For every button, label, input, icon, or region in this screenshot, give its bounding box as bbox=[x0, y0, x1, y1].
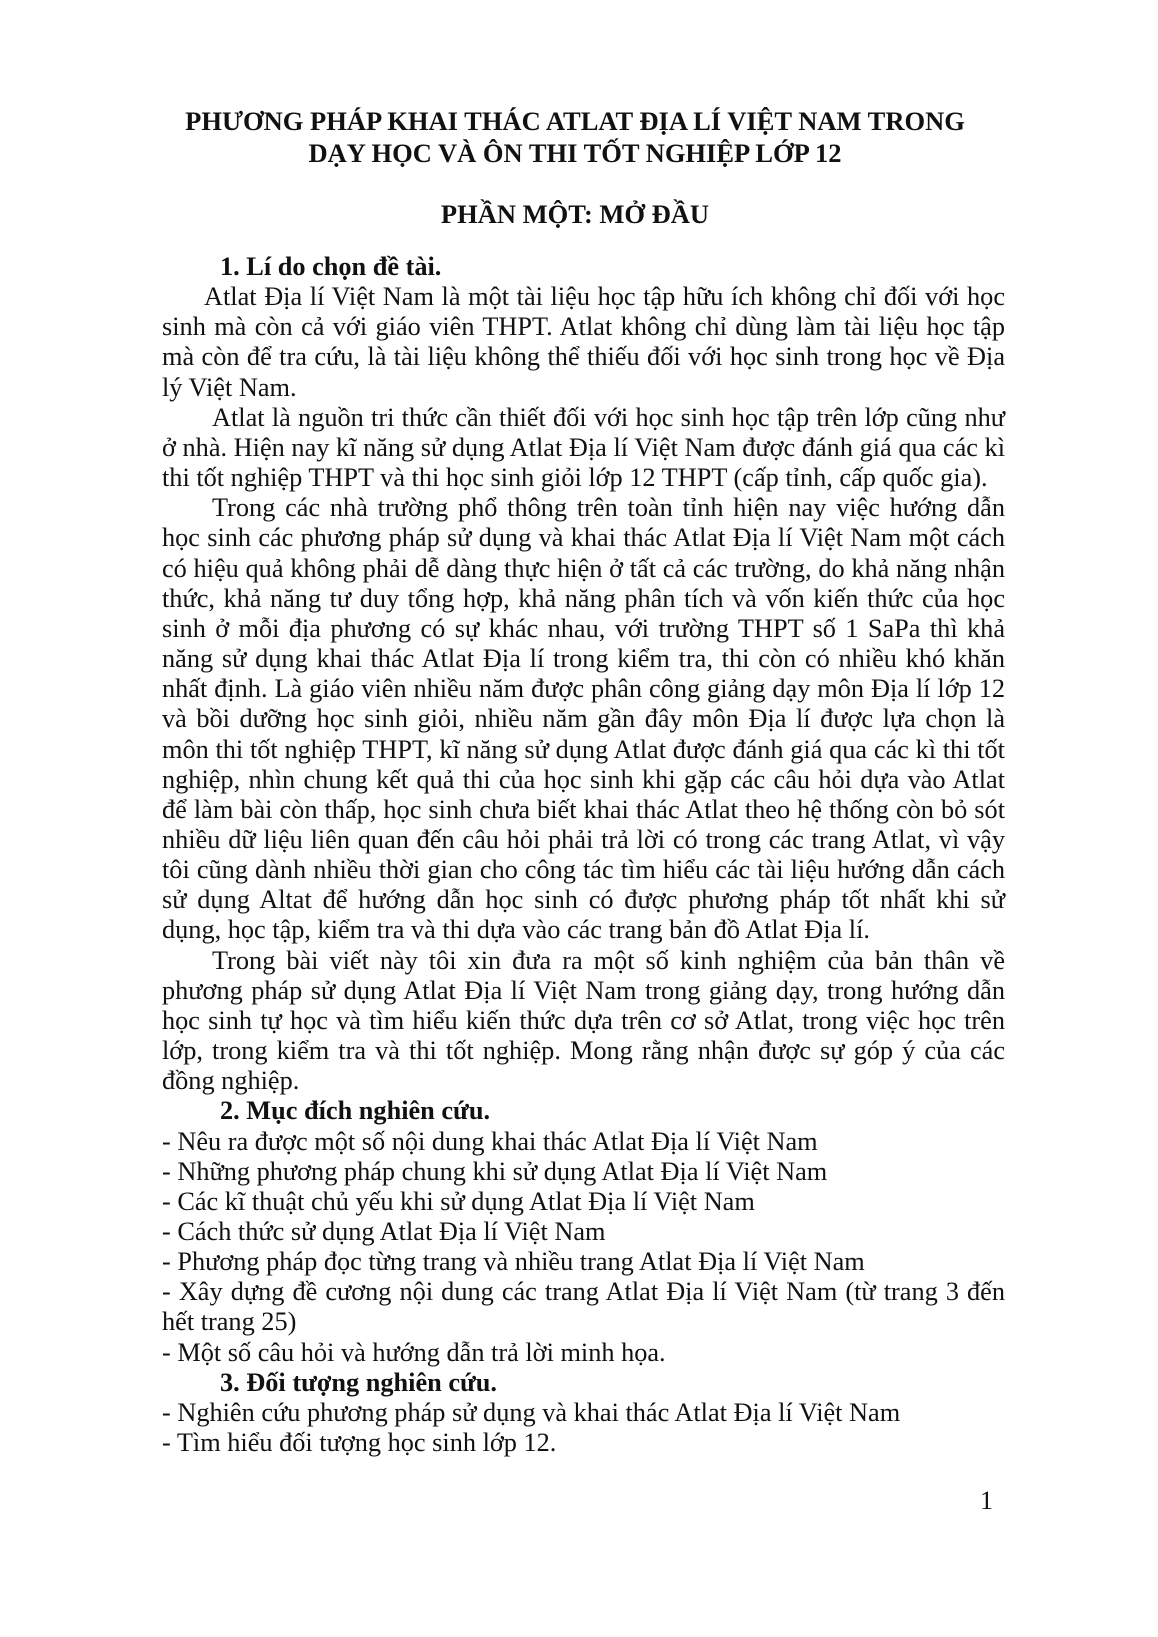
section-1-paragraph: Trong các nhà trường phổ thông trên toàn tỉnh hiện nay việc hướng dẫn học sinh các phương pháp sử dụng và khai thác Atlat Địa lí Việt Nam một cách có hiệu quả không phải dễ dàng thực hiện ở tất cả các trường, do khả năng nhận thức, khả năng tư duy tổng hợp, khả năng phân tích và vốn kiến thức của học sinh ở mỗi địa phương có sự khác nhau, với trường THPT số 1 SaPa thì khả năng sử dụng khai thác Atlat Địa lí trong kiểm tra, thi còn có nhiều khó khăn nhất định. Là giáo viên nhiều năm được phân công giảng dạy môn Địa lí lớp 12 và bồi dưỡng học sinh giỏi, nhiều năm gần đây môn Địa lí được lựa chọn là môn thi tốt nghiệp THPT, kĩ năng sử dụng Atlat được đánh giá qua các kì thi tốt nghiệp, nhìn chung kết quả thi của học sinh khi gặp các câu hỏi dựa vào Atlat để làm bài còn thấp, học sinh chưa biết khai thác Atlat theo hệ thống còn bỏ sót nhiều dữ liệu liên quan đến câu hỏi phải trả lời có trong các trang Atlat, vì vậy tôi cũng dành nhiều thời gian cho công tác tìm hiểu các tài liệu hướng dẫn cách sử dụng Altat để hướng dẫn học sinh có được phương pháp tốt nhất khi sử dụng, học tập, kiểm tra và thi dựa vào các trang bản đồ Atlat Địa lí. bbox=[162, 493, 1005, 945]
section-1-paragraph: Atlat Địa lí Việt Nam là một tài liệu học tập hữu ích không chỉ đối với học sinh mà còn cả với giáo viên THPT. Atlat không chỉ dùng làm tài liệu học tập mà còn để tra cứu, là tài liệu không thể thiếu đối với học sinh trong học về Địa lý Việt Nam. bbox=[162, 282, 1005, 402]
section-1-paragraph: Atlat là nguồn tri thức cần thiết đối với học sinh học tập trên lớp cũng như ở nhà. Hiện nay kĩ năng sử dụng Atlat Địa lí Việt Nam được đánh giá qua các kì thi tốt nghiệp THPT và thi học sinh giỏi lớp 12 THPT (cấp tỉnh, cấp quốc gia). bbox=[162, 402, 1005, 493]
section-2-list-item: - Phương pháp đọc từng trang và nhiều trang Atlat Địa lí Việt Nam bbox=[162, 1247, 865, 1277]
document-body bbox=[162, 252, 1005, 1458]
section-2-heading: 2. Mục đích nghiên cứu. bbox=[220, 1096, 491, 1126]
section-3-heading: 3. Đối tượng nghiên cứu. bbox=[220, 1367, 497, 1397]
document-title bbox=[150, 105, 1000, 169]
section-2-list-item: - Nêu ra được một số nội dung khai thác Atlat Địa lí Việt Nam bbox=[162, 1126, 818, 1156]
section-2-list-item: - Xây dựng đề cương nội dung các trang Atlat Địa lí Việt Nam (từ trang 3 đến hết trang 25) bbox=[162, 1277, 1005, 1337]
section-1-paragraph: Trong bài viết này tôi xin đưa ra một số kinh nghiệm của bản thân về phương pháp sử dụng Atlat Địa lí Việt Nam trong giảng dạy, trong hướng dẫn học sinh tự học và tìm hiểu kiến thức dựa trên cơ sở Atlat, trong việc học trên lớp, trong kiểm tra và thi tốt nghiệp. Mong rằng nhận được sự góp ý của các đồng nghiệp. bbox=[162, 945, 1005, 1096]
section-2-list-item: - Các kĩ thuật chủ yếu khi sử dụng Atlat Địa lí Việt Nam bbox=[162, 1186, 755, 1216]
section-2-list-item: - Cách thức sử dụng Atlat Địa lí Việt Nam bbox=[162, 1217, 606, 1246]
part-heading: PHẦN MỘT: MỞ ĐẦU bbox=[440, 199, 710, 229]
section-1-heading: 1. Lí do chọn đề tài. bbox=[220, 252, 442, 281]
section-3-list-item: - Tìm hiểu đối tượng học sinh lớp 12. bbox=[162, 1428, 557, 1458]
section-2-list-item: - Một số câu hỏi và hướng dẫn trả lời minh họa. bbox=[162, 1337, 666, 1367]
title-line-1: PHƯƠNG PHÁP KHAI THÁC ATLAT ĐỊA LÍ VIỆT NAM TRONG bbox=[185, 106, 965, 136]
section-2-list-item: - Những phương pháp chung khi sử dụng Atlat Địa lí Việt Nam bbox=[162, 1156, 828, 1186]
section-3-list-item: - Nghiên cứu phương pháp sử dụng và khai thác Atlat Địa lí Việt Nam bbox=[162, 1397, 901, 1427]
page-number: 1 bbox=[980, 1486, 993, 1515]
title-line-2: DẠY HỌC VÀ ÔN THI TỐT NGHIỆP LỚP 12 bbox=[308, 138, 842, 168]
